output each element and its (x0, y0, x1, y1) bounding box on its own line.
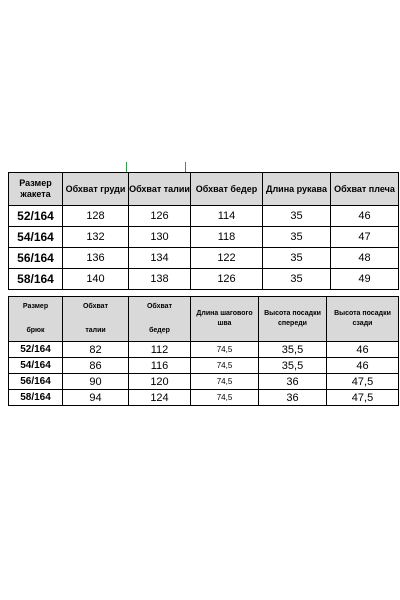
value-cell: 120 (129, 374, 191, 390)
value-cell: 82 (63, 342, 129, 358)
size-cell: 58/164 (9, 269, 63, 290)
value-cell: 48 (331, 248, 399, 269)
header-inseam: Длина шагового шва (191, 297, 259, 342)
value-cell: 35 (263, 206, 331, 227)
table-row (9, 374, 399, 390)
value-cell: 47,5 (327, 390, 399, 406)
value-cell: 74,5 (191, 342, 259, 358)
value-cell: 136 (63, 248, 129, 269)
value-cell: 90 (63, 374, 129, 390)
value-cell: 35,5 (259, 342, 327, 358)
header-waist: Обхват талии (129, 173, 191, 206)
table-header-row (9, 173, 399, 206)
value-cell: 114 (191, 206, 263, 227)
value-cell: 128 (63, 206, 129, 227)
value-cell: 36 (259, 390, 327, 406)
table-header-row (9, 297, 399, 342)
value-cell: 35 (263, 269, 331, 290)
value-cell: 46 (331, 206, 399, 227)
value-cell: 124 (129, 390, 191, 406)
size-cell: 52/164 (9, 206, 63, 227)
value-cell: 47 (331, 227, 399, 248)
value-cell: 132 (63, 227, 129, 248)
table-row (9, 269, 399, 290)
size-cell: 56/164 (9, 374, 63, 390)
value-cell: 86 (63, 358, 129, 374)
jacket-size-table (8, 172, 399, 290)
value-cell: 35,5 (259, 358, 327, 374)
header-size: Размер жакета (9, 173, 63, 206)
value-cell: 36 (259, 374, 327, 390)
value-cell: 112 (129, 342, 191, 358)
size-cell: 52/164 (9, 342, 63, 358)
header-size: Размер брюк (9, 297, 63, 342)
value-cell: 74,5 (191, 358, 259, 374)
size-cell: 58/164 (9, 390, 63, 406)
header-hips: Обхват бедер (191, 173, 263, 206)
value-cell: 74,5 (191, 374, 259, 390)
value-cell: 138 (129, 269, 191, 290)
table-row (9, 227, 399, 248)
value-cell: 49 (331, 269, 399, 290)
table-row (9, 206, 399, 227)
header-shoulder: Обхват плеча (331, 173, 399, 206)
value-cell: 47,5 (327, 374, 399, 390)
size-cell: 54/164 (9, 227, 63, 248)
header-hips: Обхват бедер (129, 297, 191, 342)
value-cell: 35 (263, 227, 331, 248)
header-back-rise: Высота посадки сзади (327, 297, 399, 342)
header-chest: Обхват груди (63, 173, 129, 206)
header-front-rise: Высота посадки спереди (259, 297, 327, 342)
table-row (9, 358, 399, 374)
value-cell: 46 (327, 358, 399, 374)
value-cell: 140 (63, 269, 129, 290)
value-cell: 130 (129, 227, 191, 248)
value-cell: 116 (129, 358, 191, 374)
value-cell: 46 (327, 342, 399, 358)
value-cell: 134 (129, 248, 191, 269)
value-cell: 35 (263, 248, 331, 269)
value-cell: 126 (191, 269, 263, 290)
value-cell: 94 (63, 390, 129, 406)
pants-size-table (8, 296, 399, 406)
table-row (9, 390, 399, 406)
value-cell: 122 (191, 248, 263, 269)
table-row (9, 248, 399, 269)
size-cell: 56/164 (9, 248, 63, 269)
value-cell: 74,5 (191, 390, 259, 406)
value-cell: 126 (129, 206, 191, 227)
header-sleeve: Длина рукава (263, 173, 331, 206)
header-waist: Обхват талии (63, 297, 129, 342)
size-cell: 54/164 (9, 358, 63, 374)
value-cell: 118 (191, 227, 263, 248)
table-row (9, 342, 399, 358)
